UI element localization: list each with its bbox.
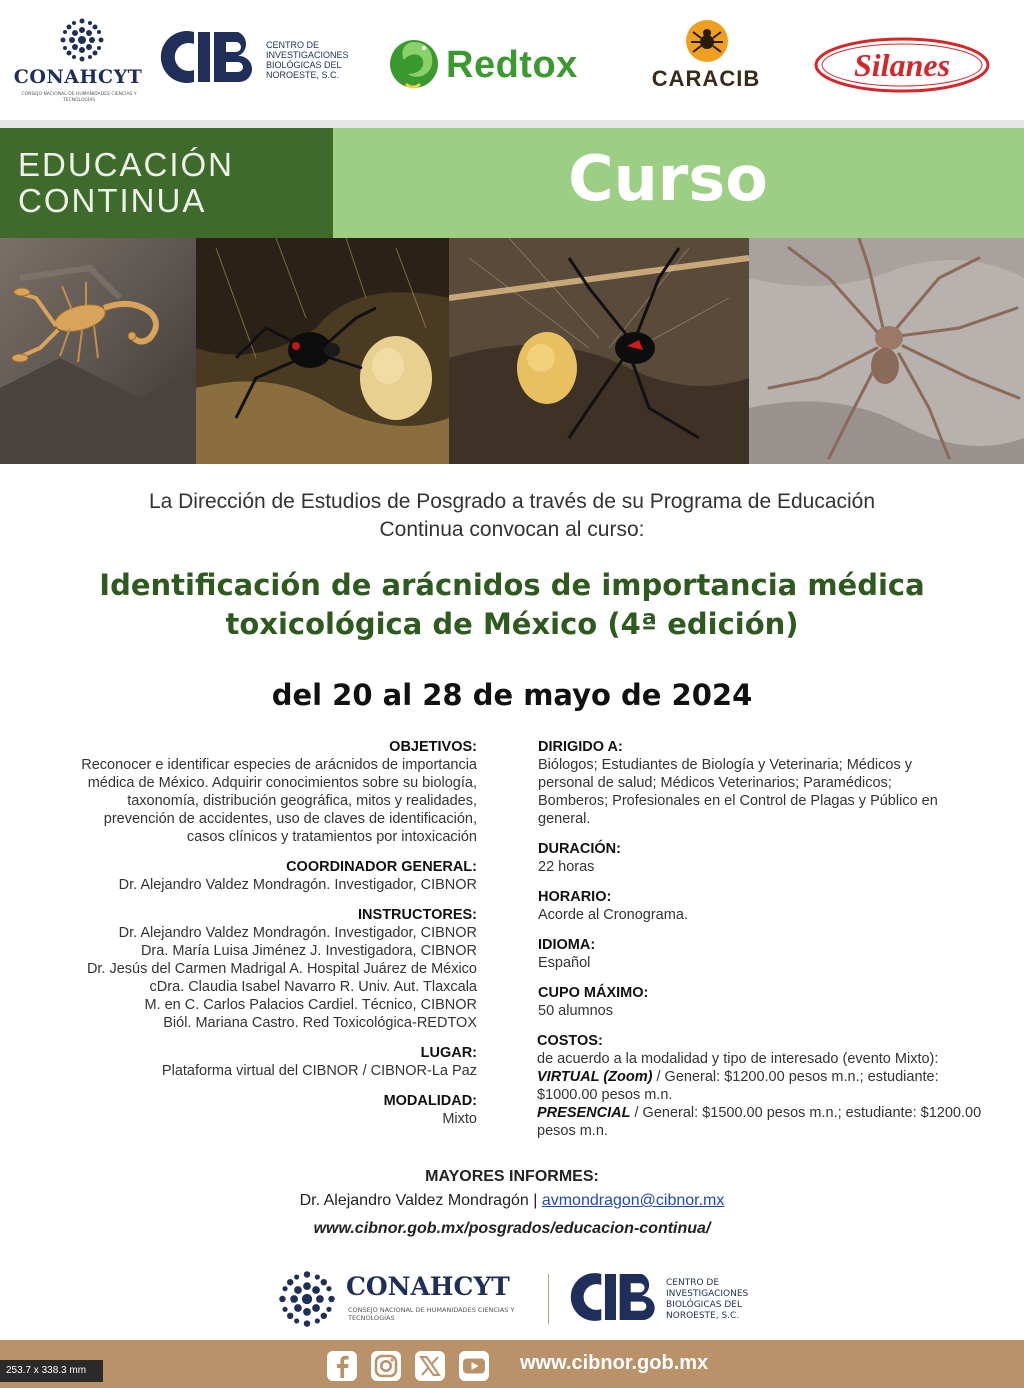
cupo-heading: CUPO MÁXIMO: [538,985,649,1001]
redtox-logo [386,30,616,92]
banner-educacion-continua [0,128,333,238]
costos-virtual-text: / General: $1200.00 pesos m.n.; estudiante: [652,1069,939,1085]
caracib-name: CARACIB [651,66,761,91]
conahcyt-name: CONAHCYT [13,66,143,88]
cib-footer-logo [570,1268,760,1330]
course-title-line-1: Identificación de arácnidos de importancia médica [99,568,925,602]
lugar-heading: LUGAR: [420,1045,477,1061]
banner-curso-title: Curso [568,142,768,215]
objetivos-line: taxonomía, distribución geográfica, mitos y realidades, [127,793,477,809]
photo-strip [0,238,1024,464]
spider-sun-icon [684,18,730,64]
course-dates: del 20 al 28 de mayo de 2024 [271,678,753,712]
lugar-text: Plataforma virtual del CIBNOR / CIBNOR-La Paz [161,1063,477,1079]
section-dirigido [538,738,1016,828]
banner-curso [333,128,1024,238]
costos-virtual-label: VIRTUAL (Zoom) [537,1069,653,1085]
recluse-spider-photo [749,238,1024,464]
caracib-logo [648,18,764,92]
intro-text [40,488,984,544]
banner-separator [0,120,1024,128]
redtox-snake-drop-icon [386,32,444,90]
instructor-line: Biól. Mariana Castro. Red Toxicológica-REDTOX [163,1015,477,1031]
costos-presencial-label: PRESENCIAL [537,1105,631,1121]
dirigido-heading: DIRIGIDO A: [538,739,623,755]
section-idioma [538,936,1016,972]
intro-line-2: Continua convocan al curso: [379,518,645,541]
conahcyt-logo [8,14,148,106]
modalidad-heading: MODALIDAD: [383,1093,477,1109]
conahcyt-footer-name: CONAHCYT [346,1272,510,1301]
costos-intro: de acuerdo a la modalidad y tipo de interesado (evento Mixto): [537,1051,939,1067]
section-cupo [538,984,1016,1020]
conahcyt-footer-logo [276,1266,532,1332]
coordinador-text: Dr. Alejandro Valdez Mondragón. Investigador, CIBNOR [118,877,477,893]
header-logos [0,0,1024,120]
footer-website-link[interactable]: www.cibnor.gob.mx [520,1352,709,1374]
informes-contact [0,1192,1024,1210]
cupo-text: 50 alumnos [538,1003,613,1019]
section-horario [538,888,1016,924]
costos-virtual-text-2: $1000.00 pesos m.n. [537,1087,673,1103]
banner-line-1: EDUCACIÓN [18,146,235,183]
instructor-line: Dra. María Luisa Jiménez J. Investigadora, CIBNOR [140,943,477,959]
section-lugar [10,1044,477,1080]
instructor-line: Dr. Alejandro Valdez Mondragón. Investigador, CIBNOR [118,925,477,941]
coordinador-heading: COORDINADOR GENERAL: [286,859,477,875]
horario-heading: HORARIO: [538,889,612,905]
informes-block [0,1168,1024,1238]
costos-presencial-text: / General: $1500.00 pesos m.n.; estudiante: $1200.00 [630,1105,982,1121]
instructor-line: cDra. Claudia Isabel Navarro R. Univ. Aut. Tlaxcala [149,979,477,995]
black-widow-photo [196,238,449,464]
scorpion-photo [0,238,196,464]
instagram-icon[interactable] [370,1350,402,1382]
objetivos-line: médica de México. Adquirir conocimientos sobre su biología, [87,775,477,791]
silanes-logo [812,34,992,96]
conahcyt-dots-icon [58,16,106,64]
conahcyt-dots-icon [276,1268,338,1330]
objetivos-line: Reconocer e identificar especies de arácnidos de importancia [81,757,477,773]
objetivos-line: casos clínicos y tratamientos por intoxicación [186,829,477,845]
youtube-icon[interactable] [458,1350,490,1382]
silanes-name: Silanes [853,47,951,83]
cib-mark-icon [570,1268,662,1326]
right-column [538,738,1016,1152]
dimensions-badge: 253.7 x 338.3 mm [0,1360,103,1382]
redtox-name: Redtox [446,44,578,86]
section-modalidad [10,1092,477,1128]
objetivos-line: prevención de accidentes, uso de claves de identificación, [103,811,477,827]
dirigido-line: Biólogos; Estudiantes de Biología y Veterinaria; Médicos y [538,757,912,773]
footer-logo-divider [548,1274,549,1324]
section-costos [537,1032,1016,1140]
section-coordinador [10,858,477,894]
duracion-heading: DURACIÓN: [538,841,621,857]
costos-heading: COSTOS: [537,1033,603,1049]
course-title-line-2: toxicológica de México (4ª edición) [225,607,799,641]
idioma-text: Español [538,955,591,971]
instructor-line: M. en C. Carlos Palacios Cardiel. Técnico, CIBNOR [144,997,477,1013]
instructor-line: Dr. Jesús del Carmen Madrigal A. Hospital Juárez de México [86,961,477,977]
informes-heading: MAYORES INFORMES: [425,1168,599,1185]
costos-presencial-text-2: pesos m.n. [537,1123,608,1139]
dirigido-line: Bomberos; Profesionales en el Control de Plagas y Público en [538,793,938,809]
duracion-text: 22 horas [538,859,595,875]
cib-text: CENTRO DE INVESTIGACIONES BIOLÓGICAS DEL NOROESTE, S.C. [266,40,349,80]
conahcyt-footer-subtitle: CONSEJO NACIONAL DE HUMANIDADES CIENCIAS Y TECNOLOGÍAS [348,1306,515,1322]
informes-contact-name: Dr. Alejandro Valdez Mondragón | [299,1192,542,1209]
cib-logo [160,26,360,92]
facebook-icon[interactable] [326,1350,358,1382]
costos-presencial [537,1104,1016,1122]
informes-url-link[interactable]: www.cibnor.gob.mx/posgrados/educacion-continua/ [313,1220,711,1237]
conahcyt-subtitle: CONSEJO NACIONAL DE HUMANIDADES CIENCIAS Y TECNOLOGÍAS [21,92,137,103]
idioma-heading: IDIOMA: [538,937,596,953]
black-widow-underside-photo [449,238,749,464]
instructores-heading: INSTRUCTORES: [358,907,477,923]
informes-email-link[interactable]: avmondragon@cibnor.mx [541,1192,725,1209]
modalidad-text: Mixto [442,1111,477,1127]
footer-bar [0,1340,1024,1388]
costos-virtual [537,1068,1016,1086]
course-title [40,566,984,644]
section-instructores [10,906,477,1032]
cib-mark-icon [160,26,260,88]
x-icon[interactable] [414,1350,446,1382]
section-objetivos [10,738,477,846]
horario-text: Acorde al Cronograma. [538,907,688,923]
cib-footer-text: CENTRO DE INVESTIGACIONES BIOLÓGICAS DEL NOROESTE, S.C. [666,1278,749,1321]
section-duracion [538,840,1016,876]
dirigido-line: general. [538,811,591,827]
banner-line-2: CONTINUA [18,182,207,219]
objetivos-heading: OBJETIVOS: [389,739,477,755]
dirigido-line: personal de salud; Médicos Veterinarios; Paramédicos; [538,775,892,791]
left-column [10,738,477,1140]
intro-line-1: La Dirección de Estudios de Posgrado a través de su Programa de Educación [148,490,876,513]
